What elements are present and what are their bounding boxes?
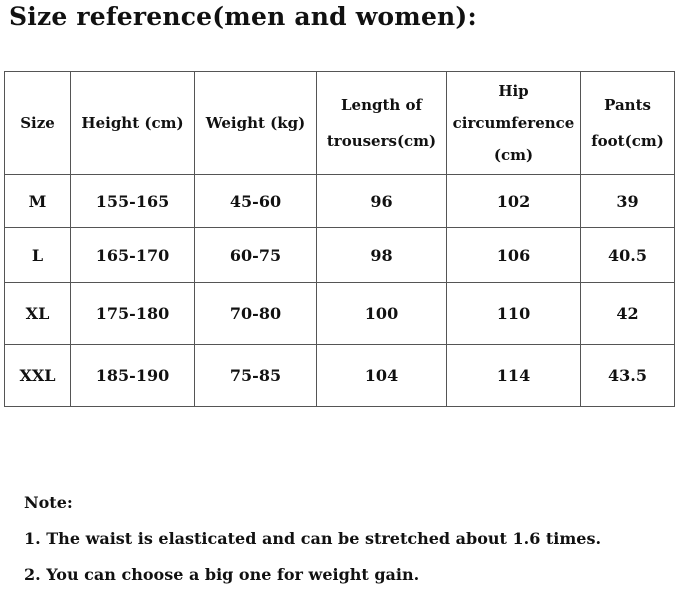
weight-cell: 60-75	[195, 228, 317, 283]
header-trouser-length: Length of trousers(cm)	[317, 72, 447, 175]
trouser-length-cell: 98	[317, 228, 447, 283]
height-cell: 185-190	[71, 345, 195, 407]
height-cell: 155-165	[71, 175, 195, 228]
pants-foot-cell: 39	[581, 175, 675, 228]
height-cell: 175-180	[71, 283, 195, 345]
notes-section	[24, 491, 601, 599]
table-row	[5, 175, 675, 228]
header-weight: Weight (kg)	[195, 72, 317, 175]
header-hip-circumference: Hip circumference (cm)	[447, 72, 581, 175]
weight-cell: 75-85	[195, 345, 317, 407]
header-size: Size	[5, 72, 71, 175]
table-row	[5, 345, 675, 407]
trouser-length-cell: 104	[317, 345, 447, 407]
size-cell: M	[5, 175, 71, 228]
pants-foot-cell: 43.5	[581, 345, 675, 407]
hip-cell: 114	[447, 345, 581, 407]
size-cell: XL	[5, 283, 71, 345]
header-pants-foot: Pants foot(cm)	[581, 72, 675, 175]
weight-cell: 70-80	[195, 283, 317, 345]
trouser-length-cell: 96	[317, 175, 447, 228]
table-row	[5, 228, 675, 283]
header-height: Height (cm)	[71, 72, 195, 175]
hip-cell: 106	[447, 228, 581, 283]
size-table	[4, 71, 675, 407]
page-title: Size reference(men and women):	[9, 2, 477, 31]
weight-cell: 45-60	[195, 175, 317, 228]
trouser-length-cell: 100	[317, 283, 447, 345]
size-cell: XXL	[5, 345, 71, 407]
hip-cell: 110	[447, 283, 581, 345]
notes-heading: Note:	[24, 493, 73, 512]
hip-cell: 102	[447, 175, 581, 228]
note-item: 1. The waist is elasticated and can be stretched about 1.6 times.	[24, 529, 602, 548]
pants-foot-cell: 42	[581, 283, 675, 345]
pants-foot-cell: 40.5	[581, 228, 675, 283]
table-header-row	[5, 72, 675, 175]
note-item: 2. You can choose a big one for weight gain.	[24, 565, 420, 584]
height-cell: 165-170	[71, 228, 195, 283]
size-cell: L	[5, 228, 71, 283]
table-row	[5, 283, 675, 345]
